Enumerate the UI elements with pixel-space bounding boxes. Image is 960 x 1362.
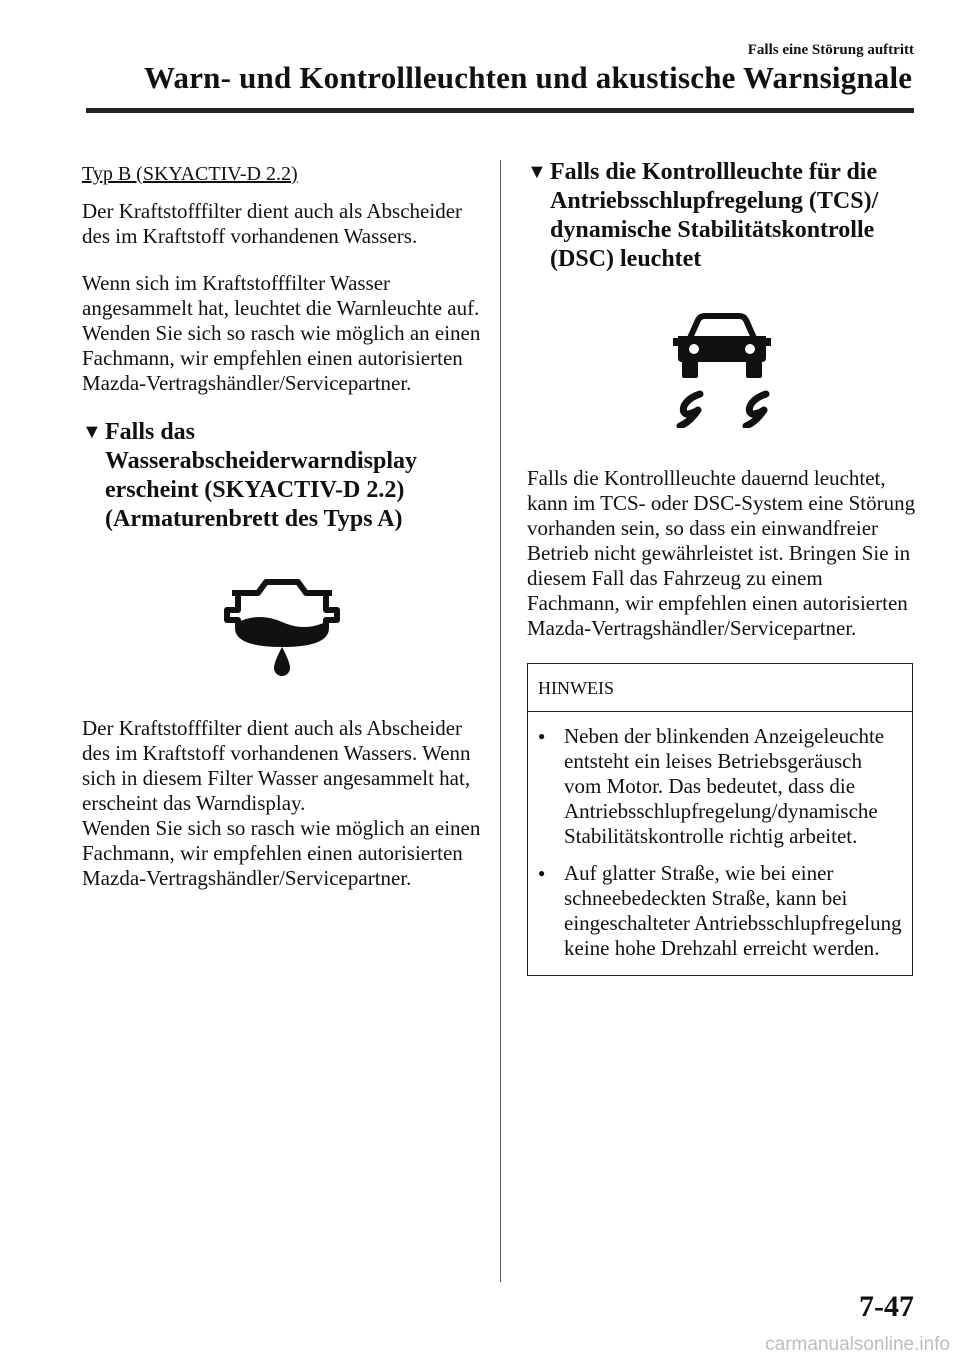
bullet-icon: ● <box>538 866 546 880</box>
section-label: Falls eine Störung auftritt <box>747 42 914 58</box>
left-column <box>82 162 482 913</box>
water-separator-icon <box>224 574 340 678</box>
list-item <box>538 724 904 849</box>
page-title: Warn- und Kontrollleuchten und akustische Warnsignale <box>144 60 913 95</box>
header-rule <box>86 108 914 113</box>
page-number: 7-47 <box>859 1290 914 1323</box>
subheading: Typ B (SKYACTIV-D 2.2) <box>82 163 298 185</box>
section-heading-text: Falls das Wasserabscheiderwarndisplay erscheint (SKYACTIV-D 2.2) (Armaturenbrett des Typs A) <box>105 419 418 532</box>
note-body <box>528 712 912 975</box>
paragraph: Der Kraftstofffilter dient auch als Abscheider des im Kraftstoff vorhandenen Wassers. <box>82 199 463 248</box>
paragraph: Wenden Sie sich so rasch wie möglich an einen Fachmann, wir empfehlen einen autorisierten Mazda-Vertragshändler/Servicepartner. <box>82 816 481 890</box>
section-heading <box>82 418 482 534</box>
triangle-marker-icon: ▼ <box>82 421 102 443</box>
list-item-text: Neben der blinkenden Anzeigeleuchte entsteht ein leises Betriebsgeräusch vom Motor. Das bedeutet, dass die Antriebsschlupfregelung/dynamische Stabilitätskontrolle richtig arbeitet. <box>564 724 885 848</box>
triangle-marker-icon: ▼ <box>527 161 547 183</box>
paragraph: Der Kraftstofffilter dient auch als Abscheider des im Kraftstoff vorhandenen Wassers. Wenn sich in diesem Filter Wasser angesammelt hat, erscheint das Warndisplay. <box>82 716 471 815</box>
list-item-text: Auf glatter Straße, wie bei einer schneebedeckten Straße, kann bei eingeschalteter Antriebsschlupfregelung keine hohe Drehzahl erreicht werden. <box>564 861 902 960</box>
paragraph: Wenden Sie sich so rasch wie möglich an einen Fachmann, wir empfehlen einen autorisierten Mazda-Vertragshändler/Servicepartner. <box>82 321 481 395</box>
paragraph: Falls die Kontrollleuchte dauernd leuchtet, kann im TCS- oder DSC-System eine Störung vorhanden sein, so dass ein einwandfreier Betrieb nicht gewährleistet ist. Bringen Sie in diesem Fall das Fahrzeug zu einem Fachmann, wir empfehlen einen autorisierten Mazda-Vertragshändler/Servicepartner. <box>527 466 916 640</box>
column-divider <box>500 160 501 1282</box>
section-heading-text: Falls die Kontrollleuchte für die Antriebsschlupfregelung (TCS)/ dynamische Stabilitätskontrolle (DSC) leuchtet <box>550 159 879 272</box>
icon-container <box>82 574 482 678</box>
list-item <box>538 861 904 961</box>
tcs-dsc-icon <box>670 310 774 428</box>
note-box <box>527 663 913 976</box>
watermark: carmanualsonline.info <box>765 1334 950 1355</box>
note-title: HINWEIS <box>528 664 912 712</box>
section-heading <box>527 158 917 274</box>
right-column <box>527 158 917 976</box>
bullet-icon: ● <box>538 729 546 743</box>
paragraph: Wenn sich im Kraftstofffilter Wasser angesammelt hat, leuchtet die Warnleuchte auf. <box>82 271 480 320</box>
icon-container <box>527 310 917 428</box>
